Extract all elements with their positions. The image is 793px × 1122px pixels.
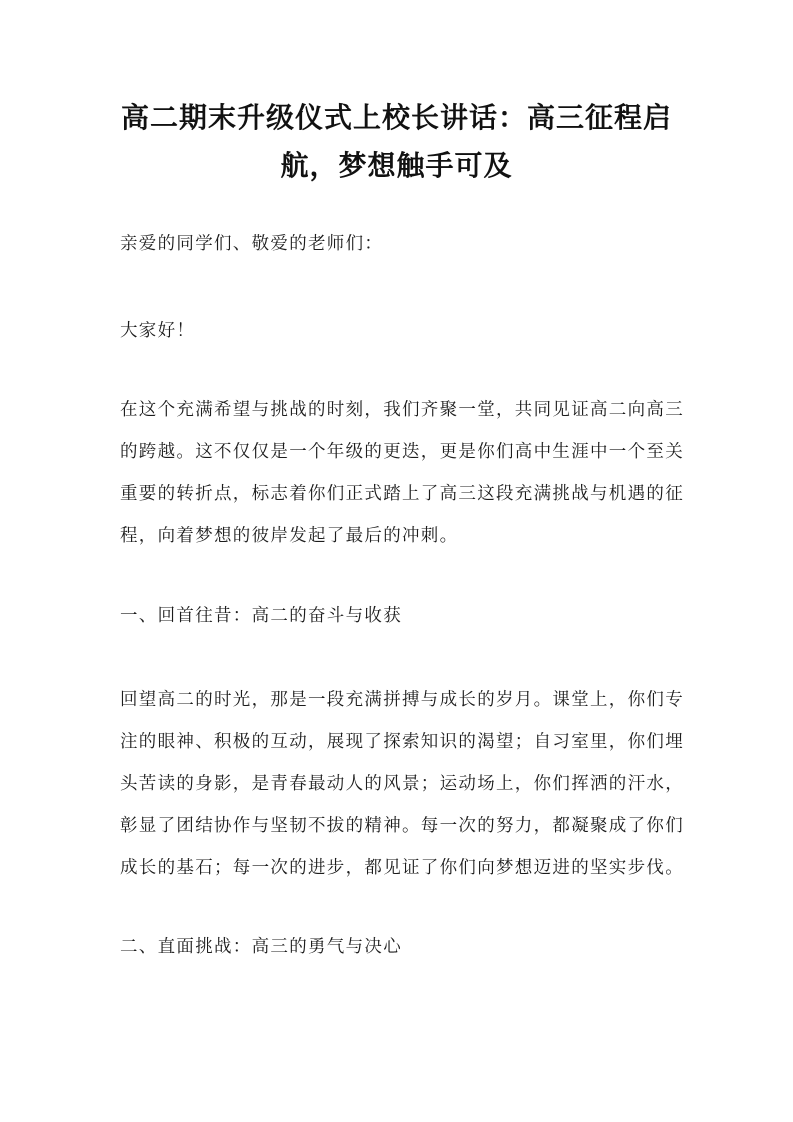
- intro-line: 重要的转折点，标志着你们正式踏上了高三这段充满挑战与机遇的征: [120, 484, 684, 504]
- section-1-line: 回望高二的时光，那是一段充满拼搏与成长的岁月。课堂上，你们专: [120, 690, 684, 710]
- greeting: 大家好！: [120, 321, 196, 341]
- document-title: [110, 94, 683, 190]
- section-1-line: 注的眼神、积极的互动，展现了探索知识的渴望；自习室里，你们埋: [120, 732, 684, 752]
- section-1-line: 成长的基石；每一次的进步，都见证了你们向梦想迈进的坚实步伐。: [120, 858, 684, 878]
- section-1-line: 彰显了团结协作与坚韧不拔的精神。每一次的努力，都凝聚成了你们: [120, 816, 684, 836]
- salutation: 亲爱的同学们、敬爱的老师们：: [120, 234, 384, 254]
- intro-paragraph: [120, 389, 684, 557]
- title-line-2: 航，梦想触手可及: [280, 149, 513, 182]
- intro-line: 的跨越。这不仅仅是一个年级的更迭，更是你们高中生涯中一个至关: [120, 442, 684, 462]
- intro-line: 程，向着梦想的彼岸发起了最后的冲刺。: [120, 526, 459, 546]
- section-1-heading: 一、回首往昔：高二的奋斗与收获: [120, 606, 402, 626]
- section-1-paragraph: [120, 679, 684, 889]
- title-line-1: 高二期末升级仪式上校长讲话：高三征程启: [120, 101, 672, 134]
- section-1-line: 头苦读的身影，是青春最动人的风景；运动场上，你们挥洒的汗水，: [120, 774, 684, 794]
- intro-line: 在这个充满希望与挑战的时刻，我们齐聚一堂，共同见证高二向高三: [120, 400, 684, 420]
- section-2-heading: 二、直面挑战：高三的勇气与决心: [120, 937, 402, 957]
